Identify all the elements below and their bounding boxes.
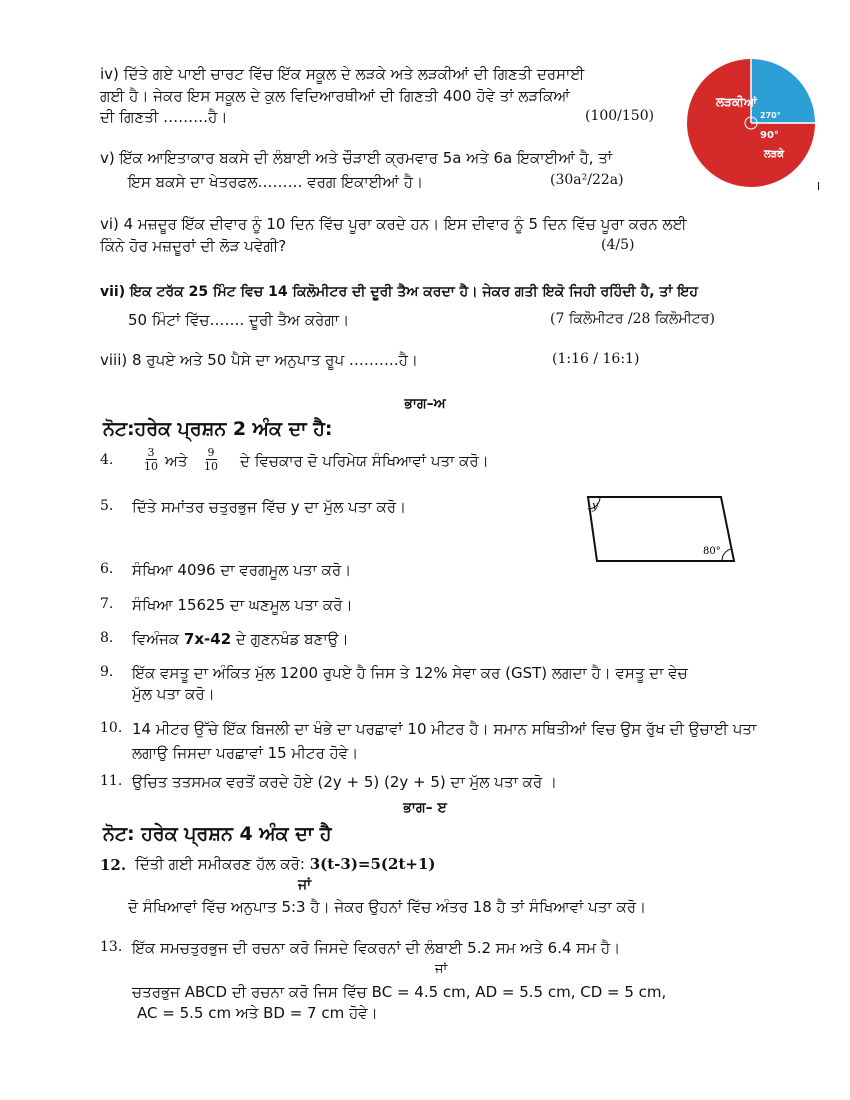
q-iv-line3: ਦੀ ਗਿਣਤੀ ………ਹੈ। (100, 108, 228, 126)
q8-text-a: ਵਿਅੰਜਕ (132, 630, 184, 648)
pie-label-boys: ਲੜਕੇ (764, 149, 785, 160)
q12-number: 12. (100, 856, 127, 874)
q13-line3: AC = 5.5 cm ਅਤੇ BD = 7 cm ਹੋਵੇ। (137, 1004, 378, 1022)
q-vi-line2: ਕਿੰਨੇ ਹੋਰ ਮਜ਼ਦੂਰਾਂ ਦੀ ਲੋੜ ਪਵੇਗੀ? (100, 237, 287, 255)
q8-text-b: ਦੇ ਗੁਣਨਖੰਡ ਬਣਾਉ। (231, 630, 349, 648)
q7-number: 7. (100, 596, 114, 612)
q-vi-line1: vi) 4 ਮਜ਼ਦੂਰ ਇੱਕ ਦੀਵਾਰ ਨੂੰ 10 ਦਿਨ ਵਿੱਚ ਪੂਰਾ ਕਰਦੇ ਹਨ। ਇਸ ਦੀਵਾਰ ਨੂੰ 5 ਦਿਨ ਵਿੱਚ ਪੂਰਾ ਕਰਨ ਲਈ (100, 215, 687, 233)
q12-or: ਜਾਂ (298, 877, 312, 893)
q13-or: ਜਾਂ (435, 962, 448, 977)
q-iv-line1: iv) ਦਿੱਤੇ ਗਏ ਪਾਈ ਚਾਰਟ ਵਿੱਚ ਇੱਕ ਸਕੂਲ ਦੇ ਲੜਕੇ ਅਤੇ ਲੜਕੀਆਂ ਦੀ ਗਿਣਤੀ ਦਰਸਾਈ (100, 65, 585, 83)
q11-number: 11. (100, 773, 123, 789)
q5-number: 5. (100, 498, 114, 514)
stray-mark (818, 182, 819, 190)
q8-number: 8. (100, 630, 114, 646)
q-vii-options: (7 ਕਿਲੋਮੀਟਰ /28 ਕਿਲੋਮੀਟਰ) (550, 311, 715, 327)
q-vi-options: (4/5) (601, 237, 635, 253)
pie-chart (686, 56, 816, 190)
section-c-heading: ਭਾਗ– ੲ (403, 800, 447, 816)
q10-line2: ਲਗਾਉ ਜਿਸਦਾ ਪਰਛਾਵਾਂ 15 ਮੀਟਰ ਹੋਵੇ। (132, 744, 359, 762)
q10-number: 10. (100, 720, 123, 736)
q11-text: ਉਚਿਤ ਤਤਸਮਕ ਵਰਤੋਂ ਕਰਦੇ ਹੋਏ (2y + 5) (2y + 5) ਦਾ ਮੁੱਲ ਪਤਾ ਕਰੋ । (132, 773, 558, 791)
q6-number: 6. (100, 561, 114, 577)
q7-text: ਸੰਖਿਆ 15625 ਦਾ ਘਣਮੂਲ ਪਤਾ ਕਰੋ। (132, 596, 353, 614)
q-viii-options: (1:16 / 16:1) (552, 351, 640, 367)
q4-number: 4. (100, 452, 114, 468)
q4-fraction-1 (142, 446, 160, 473)
q10-line1: 14 ਮੀਟਰ ਉੱਚੇ ਇੱਕ ਬਿਜਲੀ ਦਾ ਖੰਭੇ ਦਾ ਪਰਛਾਵਾਂ 10 ਮੀਟਰ ਹੈ। ਸਮਾਨ ਸਥਿਤੀਆਂ ਵਿਚ ਉਸ ਰੁੱਖ ਦੀ ਉਚਾਈ ਪਤਾ (132, 720, 757, 738)
parallelogram-figure (582, 494, 738, 566)
q13-line2: ਚਤਰਭੁਜ ABCD ਦੀ ਰਚਨਾ ਕਰੋ ਜਿਸ ਵਿੱਚ BC = 4.5 cm, AD = 5.5 cm, CD = 5 cm, (132, 983, 667, 1001)
q12-text-a: ਦਿੱਤੀ ਗਈ ਸਮੀਕਰਣ ਹੱਲ ਕਰੋ: (135, 855, 310, 873)
q9-line2: ਮੁੱਲ ਪਤਾ ਕਰੋ। (132, 685, 215, 703)
q12-equation: 3(t-3)=5(2t+1) (309, 855, 436, 873)
q13-number: 13. (100, 939, 123, 955)
q6-text: ਸੰਖਿਆ 4096 ਦਾ ਵਰਗਮੂਲ ਪਤਾ ਕਰੋ। (132, 561, 352, 579)
q4-f1-numerator: 3 (147, 446, 155, 459)
q5-text: ਦਿੱਤੇ ਸਮਾਂਤਰ ਚਤੁਰਭੁਜ ਵਿੱਚ y ਦਾ ਮੁੱਲ ਪਤਾ ਕਰੋ। (132, 498, 407, 516)
q-vii-line2: 50 ਮਿੰਟਾਂ ਵਿੱਚ……. ਦੂਰੀ ਤੈਅ ਕਰੇਗਾ। (128, 311, 350, 329)
q4-f1-denominator: 10 (144, 460, 158, 473)
q-vii-line1: vii) ਇਕ ਟਰੱਕ 25 ਮਿੰਟ ਵਿਚ 14 ਕਿਲੋਮੀਟਰ ਦੀ ਦੂਰੀ ਤੈਅ ਕਰਦਾ ਹੈ। ਜੇਕਰ ਗਤੀ ਇਕੋ ਜਿਹੀ ਰਹਿੰਦੀ ਹੈ, ਤਾਂ ਇਹ (100, 284, 698, 300)
pie-angle-boys: 90° (760, 130, 779, 141)
q-iv-line2: ਗਈ ਹੈ। ਜੇਕਰ ਇਸ ਸਕੂਲ ਦੇ ਕੁਲ ਵਿਦਿਆਰਥੀਆਂ ਦੀ ਗਿਣਤੀ 400 ਹੋਵੇ ਤਾਂ ਲੜਕਿਆਂ (100, 87, 570, 105)
q-v-line2: ਇਸ ਬਕਸੇ ਦਾ ਖੇਤਰਫਲ……… ਵਰਗ ਇਕਾਈਆਂ ਹੈ। (128, 173, 424, 191)
pie-label-girls: ਲੜਕੀਆਂ (716, 95, 757, 109)
section-b-note: ਨੋਟ:ਹਰੇਕ ਪ੍ਰਸ਼ਨ 2 ਅੰਕ ਦਾ ਹੈ: (103, 418, 333, 440)
label-y: y (592, 499, 599, 512)
q-v-line1: v) ਇੱਕ ਆਇਤਾਕਾਰ ਬਕਸੇ ਦੀ ਲੰਬਾਈ ਅਤੇ ਚੌੜਾਈ ਕ੍ਰਮਵਾਰ 5a ਅਤੇ 6a ਇਕਾਈਆਂ ਹੈ, ਤਾਂ (100, 149, 613, 167)
q4-f2-numerator: 9 (207, 446, 215, 459)
pie-angle-girls: 270° (760, 111, 781, 120)
q4-and: ਅਤੇ (165, 452, 188, 470)
section-c-note: ਨੋਟ: ਹਰੇਕ ਪ੍ਰਸ਼ਨ 4 ਅੰਕ ਦਾ ਹੈ (103, 823, 332, 845)
q9-line1: ਇੱਕ ਵਸਤੂ ਦਾ ਅੰਕਿਤ ਮੁੱਲ 1200 ਰੁਪਏ ਹੈ ਜਿਸ ਤੇ 12% ਸੇਵਾ ਕਰ (GST) ਲਗਦਾ ਹੈ। ਵਸਤੂ ਦਾ ਵੇਚ (132, 664, 688, 682)
q4-f2-denominator: 10 (204, 460, 218, 473)
q12-text (135, 854, 435, 874)
q8-expression: 7x-42 (183, 630, 232, 648)
q8-text (132, 629, 349, 649)
label-80-degrees: 80° (703, 546, 721, 557)
q12-line2: ਦੋ ਸੰਖਿਆਵਾਂ ਵਿੱਚ ਅਨੁਪਾਤ 5:3 ਹੈ। ਜੇਕਰ ਉਹਨਾਂ ਵਿੱਚ ਅੰਤਰ 18 ਹੈ ਤਾਂ ਸੰਖਿਆਵਾਂ ਪਤਾ ਕਰੋ। (128, 898, 647, 916)
q13-line1: ਇੱਕ ਸਮਚਤੁਰਭੁਜ ਦੀ ਰਚਨਾ ਕਰੋ ਜਿਸਦੇ ਵਿਕਰਨਾਂ ਦੀ ਲੰਬਾਈ 5.2 ਸਮ ਅਤੇ 6.4 ਸਮ ਹੈ। (132, 939, 621, 957)
q-v-options: (30a²/22a) (550, 172, 624, 188)
q4-fraction-2 (202, 446, 220, 473)
q9-number: 9. (100, 664, 114, 680)
section-b-heading: ਭਾਗ–ਅ (404, 396, 446, 412)
q-viii-line1: viii) 8 ਰੁਪਏ ਅਤੇ 50 ਪੈਸੇ ਦਾ ਅਨੁਪਾਤ ਰੂਪ ……….ਹੈ। (100, 351, 419, 369)
q-iv-options: (100/150) (585, 108, 655, 124)
q4-text: ਦੇ ਵਿਚਕਾਰ ਦੋ ਪਰਿਮੇਯ ਸੰਖਿਆਵਾਂ ਪਤਾ ਕਰੋ। (240, 452, 489, 470)
